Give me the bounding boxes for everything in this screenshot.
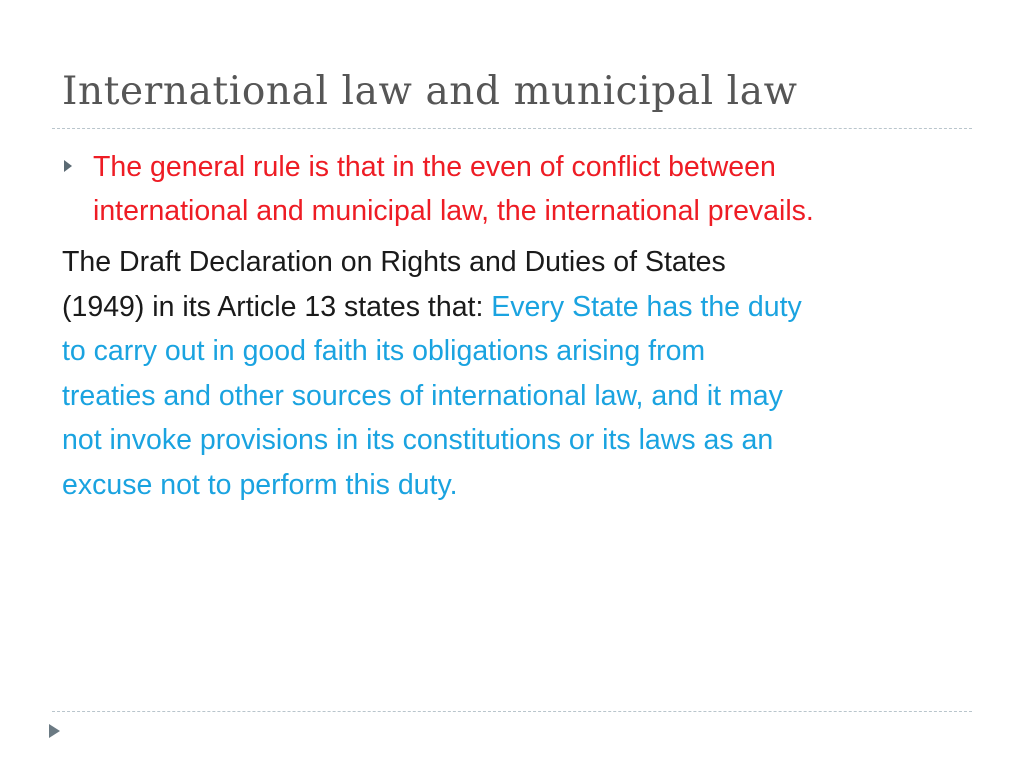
bullet-text [93,145,983,233]
quote-line-2: Every State has the duty [491,290,802,323]
quote-line-3: to carry out in good faith its obligations arising from [62,335,706,367]
slide-nav-triangle-icon[interactable] [49,724,60,738]
paragraph-line-1: The Draft Declaration on Rights and Duties of States [62,246,726,278]
quote-line-4: treaties and other sources of international law, and it may [62,379,783,412]
quote-line-5: not invoke provisions in its constitutions or its laws as an [62,424,774,456]
body-paragraph [62,240,967,507]
bullet-triangle-icon [64,160,72,172]
footer-divider [52,711,972,712]
quote-line-6: excuse not to perform this duty. [62,468,458,501]
bullet-line-1: The general rule is that in the even of conflict between [93,151,776,183]
title-divider [52,128,972,129]
slide-title: International law and municipal law [62,69,798,114]
bullet-line-2: international and municipal law, the international prevails. [93,195,814,227]
paragraph-line-2-prefix: (1949) in its Article 13 states that: [62,290,492,323]
